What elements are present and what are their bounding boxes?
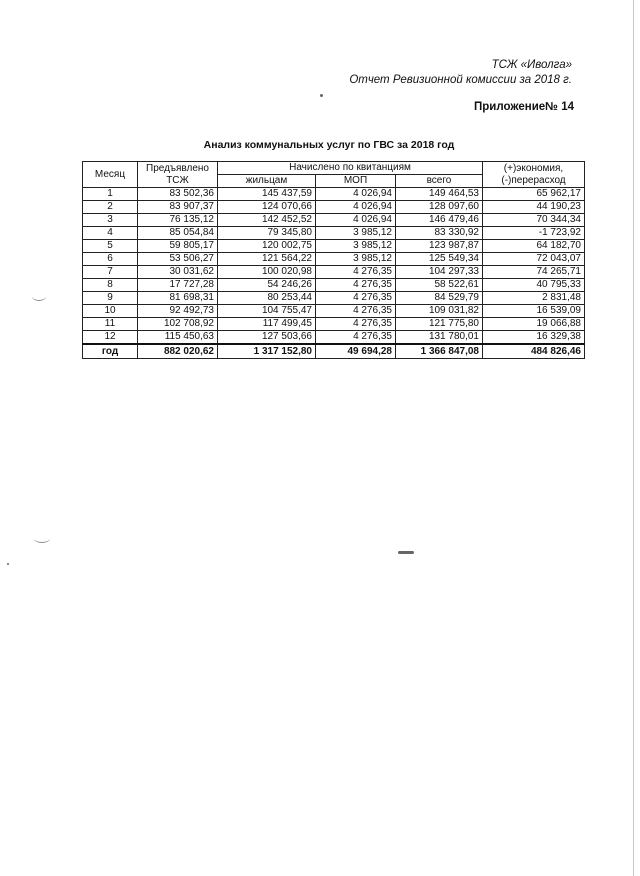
cell-mop: 4 276,35 [316,279,396,292]
appendix-label: Приложение№ 14 [473,101,574,113]
table-row [83,279,585,292]
cell-month: 2 [83,201,138,214]
cell-month: 4 [83,227,138,240]
cell-total: 146 479,46 [396,214,483,227]
scan-mark [34,534,50,543]
cell-billed: 30 031,62 [138,266,218,279]
cell-residents: 80 253,44 [218,292,316,305]
cell-diff: 44 190,23 [483,201,585,214]
cell-billed: 115 450,63 [138,331,218,345]
cell-residents: 117 499,45 [218,318,316,331]
cell-total: 84 529,79 [396,292,483,305]
cell-diff: -1 723,92 [483,227,585,240]
cell-month: 1 [83,188,138,201]
cell-diff: 40 795,33 [483,279,585,292]
cell-billed: 102 708,92 [138,318,218,331]
cell-month: 12 [83,331,138,345]
cell-month: 6 [83,253,138,266]
cell-month: 5 [83,240,138,253]
cell-billed: 53 506,27 [138,253,218,266]
cell-residents: 145 437,59 [218,188,316,201]
table-row [83,318,585,331]
table-row [83,292,585,305]
org-name: ТСЖ «Иволга» [491,59,572,71]
cell-mop: 3 985,12 [316,253,396,266]
scan-edge [633,0,634,876]
cell-month: 9 [83,292,138,305]
report-name: Отчет Ревизионной комиссии за 2018 г. [349,74,572,86]
cell-residents: 120 002,75 [218,240,316,253]
cell-mop: 4 276,35 [316,292,396,305]
header-total: всего [396,175,483,188]
cell-month: 7 [83,266,138,279]
cell-month: 8 [83,279,138,292]
total-total: 1 366 847,08 [396,344,483,359]
cell-total: 149 464,53 [396,188,483,201]
cell-billed: 92 492,73 [138,305,218,318]
hot-water-table [82,161,585,359]
cell-diff: 16 539,09 [483,305,585,318]
total-label: год [83,344,138,359]
table-row [83,188,585,201]
cell-month: 3 [83,214,138,227]
scan-speck [320,94,323,97]
cell-mop: 4 276,35 [316,266,396,279]
cell-residents: 104 755,47 [218,305,316,318]
cell-mop: 4 026,94 [316,188,396,201]
cell-mop: 4 276,35 [316,331,396,345]
cell-total: 104 297,33 [396,266,483,279]
cell-diff: 74 265,71 [483,266,585,279]
cell-month: 11 [83,318,138,331]
table-row [83,240,585,253]
cell-diff: 16 329,38 [483,331,585,345]
header-charged-group: Начислено по квитанциям [218,162,483,175]
header-month: Месяц [83,162,138,188]
cell-residents: 100 020,98 [218,266,316,279]
cell-residents: 79 345,80 [218,227,316,240]
cell-diff: 65 962,17 [483,188,585,201]
cell-residents: 124 070,66 [218,201,316,214]
table-row [83,214,585,227]
cell-residents: 127 503,66 [218,331,316,345]
cell-diff: 70 344,34 [483,214,585,227]
cell-diff: 72 043,07 [483,253,585,266]
table-row [83,227,585,240]
total-billed: 882 020,62 [138,344,218,359]
cell-total: 109 031,82 [396,305,483,318]
cell-diff: 64 182,70 [483,240,585,253]
cell-month: 10 [83,305,138,318]
cell-mop: 3 985,12 [316,240,396,253]
cell-mop: 4 276,35 [316,318,396,331]
cell-billed: 83 502,36 [138,188,218,201]
cell-residents: 142 452,52 [218,214,316,227]
cell-total: 58 522,61 [396,279,483,292]
cell-diff: 2 831,48 [483,292,585,305]
total-mop: 49 694,28 [316,344,396,359]
table-row [83,266,585,279]
cell-mop: 4 026,94 [316,201,396,214]
scan-speck [7,563,9,565]
header-diff: (+)экономия, (-)перерасход [483,162,585,188]
cell-residents: 121 564,22 [218,253,316,266]
cell-total: 128 097,60 [396,201,483,214]
cell-mop: 4 026,94 [316,214,396,227]
cell-total: 123 987,87 [396,240,483,253]
total-residents: 1 317 152,80 [218,344,316,359]
total-row [83,344,585,359]
table-row [83,331,585,345]
cell-billed: 81 698,31 [138,292,218,305]
cell-billed: 17 727,28 [138,279,218,292]
cell-total: 131 780,01 [396,331,483,345]
cell-total: 125 549,34 [396,253,483,266]
cell-billed: 59 805,17 [138,240,218,253]
cell-mop: 4 276,35 [316,305,396,318]
total-diff: 484 826,46 [483,344,585,359]
scan-speck [398,551,414,554]
table-row [83,253,585,266]
cell-diff: 19 066,88 [483,318,585,331]
table-row [83,201,585,214]
table-title: Анализ коммунальных услуг по ГВС за 2018 год [203,139,455,151]
header-mop: МОП [316,175,396,188]
scan-mark [32,292,46,301]
cell-mop: 3 985,12 [316,227,396,240]
cell-total: 83 330,92 [396,227,483,240]
cell-total: 121 775,80 [396,318,483,331]
cell-billed: 76 135,12 [138,214,218,227]
cell-billed: 83 907,37 [138,201,218,214]
cell-residents: 54 246,26 [218,279,316,292]
cell-billed: 85 054,84 [138,227,218,240]
table-row [83,305,585,318]
header-billed: Предъявлено ТСЖ [138,162,218,188]
header-residents: жильцам [218,175,316,188]
